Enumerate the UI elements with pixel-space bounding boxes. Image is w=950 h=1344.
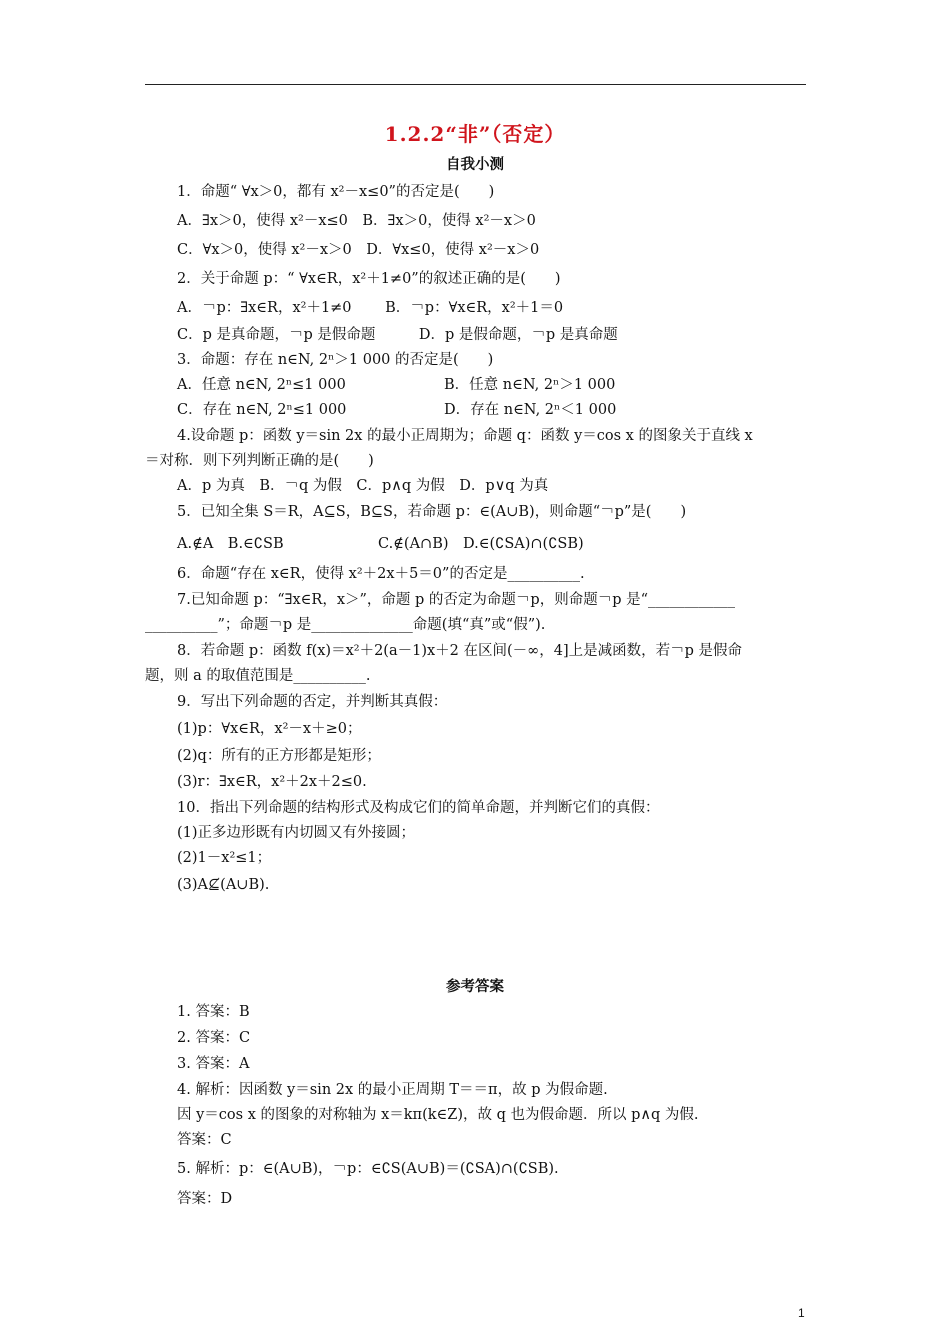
question-10-part-1: (1)正多边形既有内切圆又有外接圆；	[177, 825, 416, 841]
question-5-options-cd: C.∉(A∩B) D.∈(∁SA)∩(∁SB)	[378, 536, 584, 552]
question-4-stem-line-2: ＝对称．则下列判断正确的是( )	[145, 453, 374, 469]
question-1-stem: 1．命题“ ∀x＞0，都有 x²－x≤0”的否定是( )	[177, 184, 495, 200]
page-title: 1.2.2“非”（否定）	[384, 122, 566, 146]
section-title-answers: 参考答案	[446, 978, 504, 995]
question-9-part-1: (1)p：∀x∈R，x²－x＋≥0；	[177, 721, 362, 737]
question-10-stem: 10．指出下列命题的结构形式及构成它们的简单命题，并判断它们的真假：	[177, 800, 660, 816]
question-3-stem: 3．命题：存在 n∈N, 2ⁿ＞1 000 的否定是( )	[177, 352, 494, 368]
question-9-part-3: (3)r：∃x∈R，x²＋2x＋2≤0.	[177, 774, 367, 790]
question-8-line-2: 题，则 a 的取值范围是__________.	[145, 668, 371, 684]
answer-4-line-1: 4. 解析：因函数 y＝sin 2x 的最小正周期 T＝＝π，故 p 为假命题.	[177, 1082, 608, 1098]
question-7-line-1: 7.已知命题 p：“∃x∈R，x＞”，命题 p 的否定为命题￢p，则命题￢p 是“____________	[177, 592, 736, 608]
question-3-option-c: C．存在 n∈N, 2ⁿ≤1 000	[177, 402, 347, 418]
header-rule	[145, 84, 806, 85]
question-7-line-2: __________”；命题￢p 是______________命题(填“真”或“假”).	[145, 617, 546, 633]
question-4-options: A．p 为真 B．￢q 为假 C．p∧q 为假 D．p∨q 为真	[177, 478, 549, 494]
answer-3: 3. 答案：A	[177, 1056, 250, 1072]
question-2-options-cd: C．p 是真命题，￢p 是假命题 D．p 是假命题，￢p 是真命题	[177, 327, 618, 343]
answer-1: 1. 答案：B	[177, 1004, 250, 1020]
question-4-stem-line-1: 4.设命题 p：函数 y＝sin 2x 的最小正周期为；命题 q：函数 y＝cos x 的图象关于直线 x	[177, 428, 753, 444]
question-6: 6．命题“存在 x∈R，使得 x²＋2x＋5＝0”的否定是__________.	[177, 566, 585, 582]
question-8-line-1: 8．若命题 p：函数 f(x)＝x²＋2(a－1)x＋2 在区间(－∞，4]上是减函数，若￢p 是假命	[177, 643, 743, 659]
answer-2: 2. 答案：C	[177, 1030, 251, 1046]
question-9-stem: 9．写出下列命题的否定，并判断其真假：	[177, 694, 448, 710]
question-3-option-b: B．任意 n∈N, 2ⁿ＞1 000	[444, 377, 616, 393]
question-1-options-ab: A．∃x＞0，使得 x²－x≤0 B．∃x＞0，使得 x²－x＞0	[177, 213, 536, 229]
question-1-options-cd: C．∀x＞0，使得 x²－x＞0 D．∀x≤0，使得 x²－x＞0	[177, 242, 540, 258]
question-5-options-ab: A.∉A B.∈∁SB	[177, 536, 284, 552]
question-2-options-ab: A．￢p：∃x∈R，x²＋1≠0 B．￢p：∀x∈R，x²＋1＝0	[177, 300, 564, 316]
question-9-part-2: (2)q：所有的正方形都是矩形；	[177, 748, 381, 764]
section-title-self-test: 自我小测	[446, 156, 504, 173]
question-10-part-3: (3)A⊈(A∪B).	[177, 877, 270, 893]
question-3-option-a: A．任意 n∈N, 2ⁿ≤1 000	[177, 377, 346, 393]
answer-5-line-1: 5. 解析：p：∈(A∪B)，￢p：∈∁S(A∪B)＝(∁SA)∩(∁SB).	[177, 1161, 559, 1177]
question-10-part-2: (2)1－x²≤1；	[177, 850, 272, 866]
question-3-option-d: D．存在 n∈N, 2ⁿ＜1 000	[444, 402, 617, 418]
question-5-stem: 5．已知全集 S＝R，A⊆S，B⊆S，若命题 p：∈(A∪B)，则命题“￢p”是( )	[177, 504, 687, 520]
answer-5-line-2: 答案：D	[177, 1191, 233, 1207]
answer-4-line-3: 答案：C	[177, 1132, 232, 1148]
page-number: 1	[798, 1306, 805, 1320]
answer-4-line-2: 因 y＝cos x 的图象的对称轴为 x＝kπ(k∈Z)，故 q 也为假命题．所以 p∧q 为假.	[177, 1107, 699, 1123]
question-2-stem: 2．关于命题 p：“ ∀x∈R，x²＋1≠0”的叙述正确的是( )	[177, 271, 561, 287]
